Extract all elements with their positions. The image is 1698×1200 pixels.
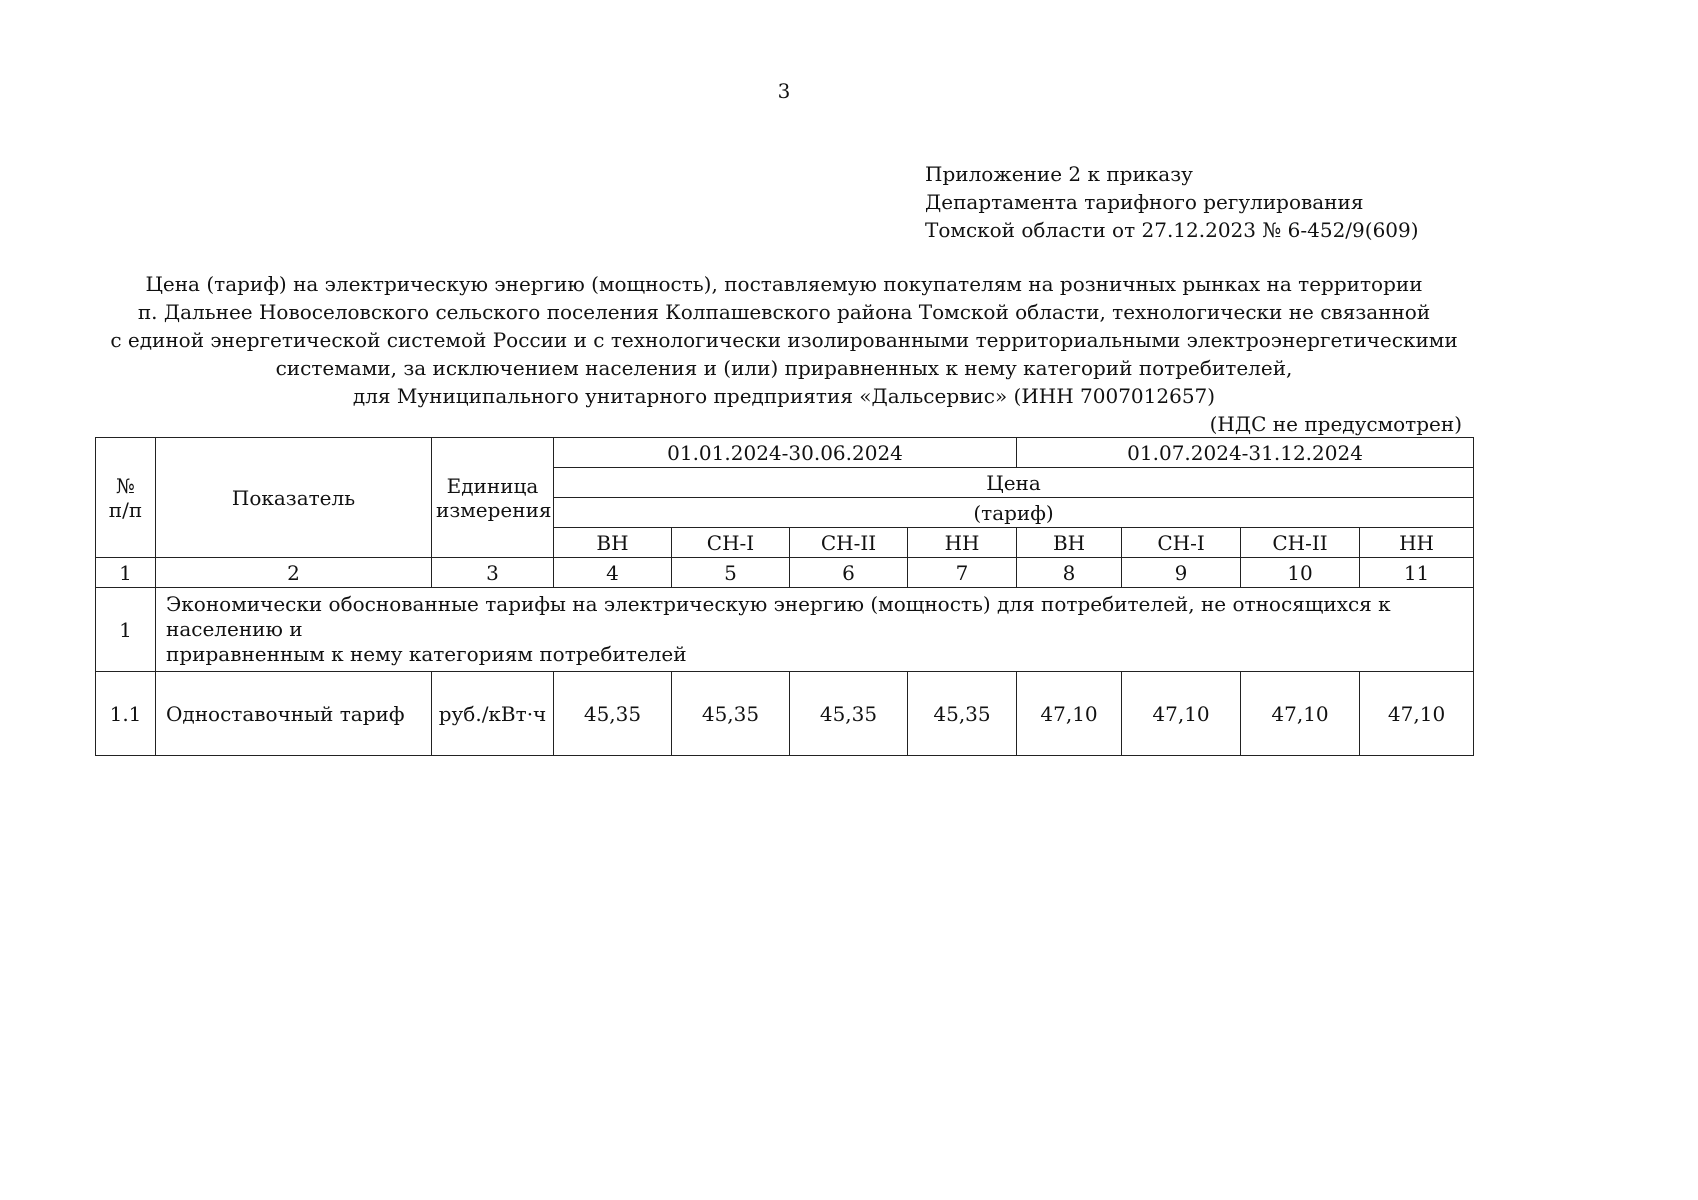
column-number: 5 [672,558,790,588]
appendix-line-2: Департамента тарифного регулирования [925,190,1364,214]
level-header: ВН [554,528,672,558]
price-header: Цена [554,468,1474,498]
column-number: 9 [1122,558,1241,588]
column-number: 7 [908,558,1017,588]
level-header: ВН [1017,528,1122,558]
header-indicator: Показатель [156,438,432,558]
row-number: 1.1 [96,672,156,756]
section-title-line-1: Экономически обоснованные тарифы на электрическую энергию (мощность) для потребителей, не относящихся к населению и [166,592,1391,641]
tariff-value: 45,35 [554,672,672,756]
appendix-line-3: Томской области от 27.12.2023 № 6-452/9(609) [925,218,1419,242]
level-header: НН [1360,528,1474,558]
tariff-value: 45,35 [790,672,908,756]
title-line-4: системами, за исключением населения и (или) приравненных к нему категорий потребителей, [275,356,1293,380]
tariff-table [95,437,1474,756]
tariff-value: 47,10 [1122,672,1241,756]
column-number: 8 [1017,558,1122,588]
table-row [96,672,1474,756]
level-header: СН-I [1122,528,1241,558]
tariff-value: 47,10 [1241,672,1360,756]
level-header: СН-II [1241,528,1360,558]
appendix-reference [925,160,1419,244]
vat-note: (НДС не предусмотрен) [1209,412,1462,436]
row-indicator-name: Одноставочный тариф [156,672,432,756]
tariff-value: 47,10 [1017,672,1122,756]
tariff-value: 45,35 [908,672,1017,756]
title-line-5: для Муниципального унитарного предприятия «Дальсервис» (ИНН 7007012657) [352,384,1216,408]
appendix-line-1: Приложение 2 к приказу [925,162,1193,186]
header-number [96,438,156,558]
page-number: 3 [777,79,791,103]
header-unit [432,438,554,558]
level-header: СН-II [790,528,908,558]
tariff-value: 47,10 [1360,672,1474,756]
column-number: 11 [1360,558,1474,588]
tariff-header: (тариф) [554,498,1474,528]
column-number: 10 [1241,558,1360,588]
period-1-header: 01.01.2024-30.06.2024 [554,438,1017,468]
period-2-header: 01.07.2024-31.12.2024 [1017,438,1474,468]
title-line-1: Цена (тариф) на электрическую энергию (мощность), поставляемую покупателям на розничных рынках на территории [145,272,1423,296]
column-number: 2 [156,558,432,588]
title-line-2: п. Дальнее Новоселовского сельского поселения Колпашевского района Томской области, технологически не связанной [137,300,1431,324]
header-unit-line-1: Единица [446,473,539,498]
row-unit: руб./кВт·ч [432,672,554,756]
header-number-line-1: № [116,473,135,498]
tariff-value: 45,35 [672,672,790,756]
level-header: СН-I [672,528,790,558]
section-title-line-2: приравненным к нему категориям потребителей [166,642,687,666]
header-number-line-2: п/п [108,497,143,522]
column-number: 6 [790,558,908,588]
level-header: НН [908,528,1017,558]
column-number: 3 [432,558,554,588]
document-title [95,270,1473,410]
title-line-3: с единой энергетической системой России и с технологически изолированными территориальными электроэнергетическими [110,328,1458,352]
section-title [156,588,1474,672]
column-number-row [96,558,1474,588]
section-number: 1 [96,588,156,672]
column-number: 1 [96,558,156,588]
header-unit-line-2: измерения [436,497,552,522]
column-number: 4 [554,558,672,588]
header-row-periods [96,438,1474,468]
section-row [96,588,1474,672]
